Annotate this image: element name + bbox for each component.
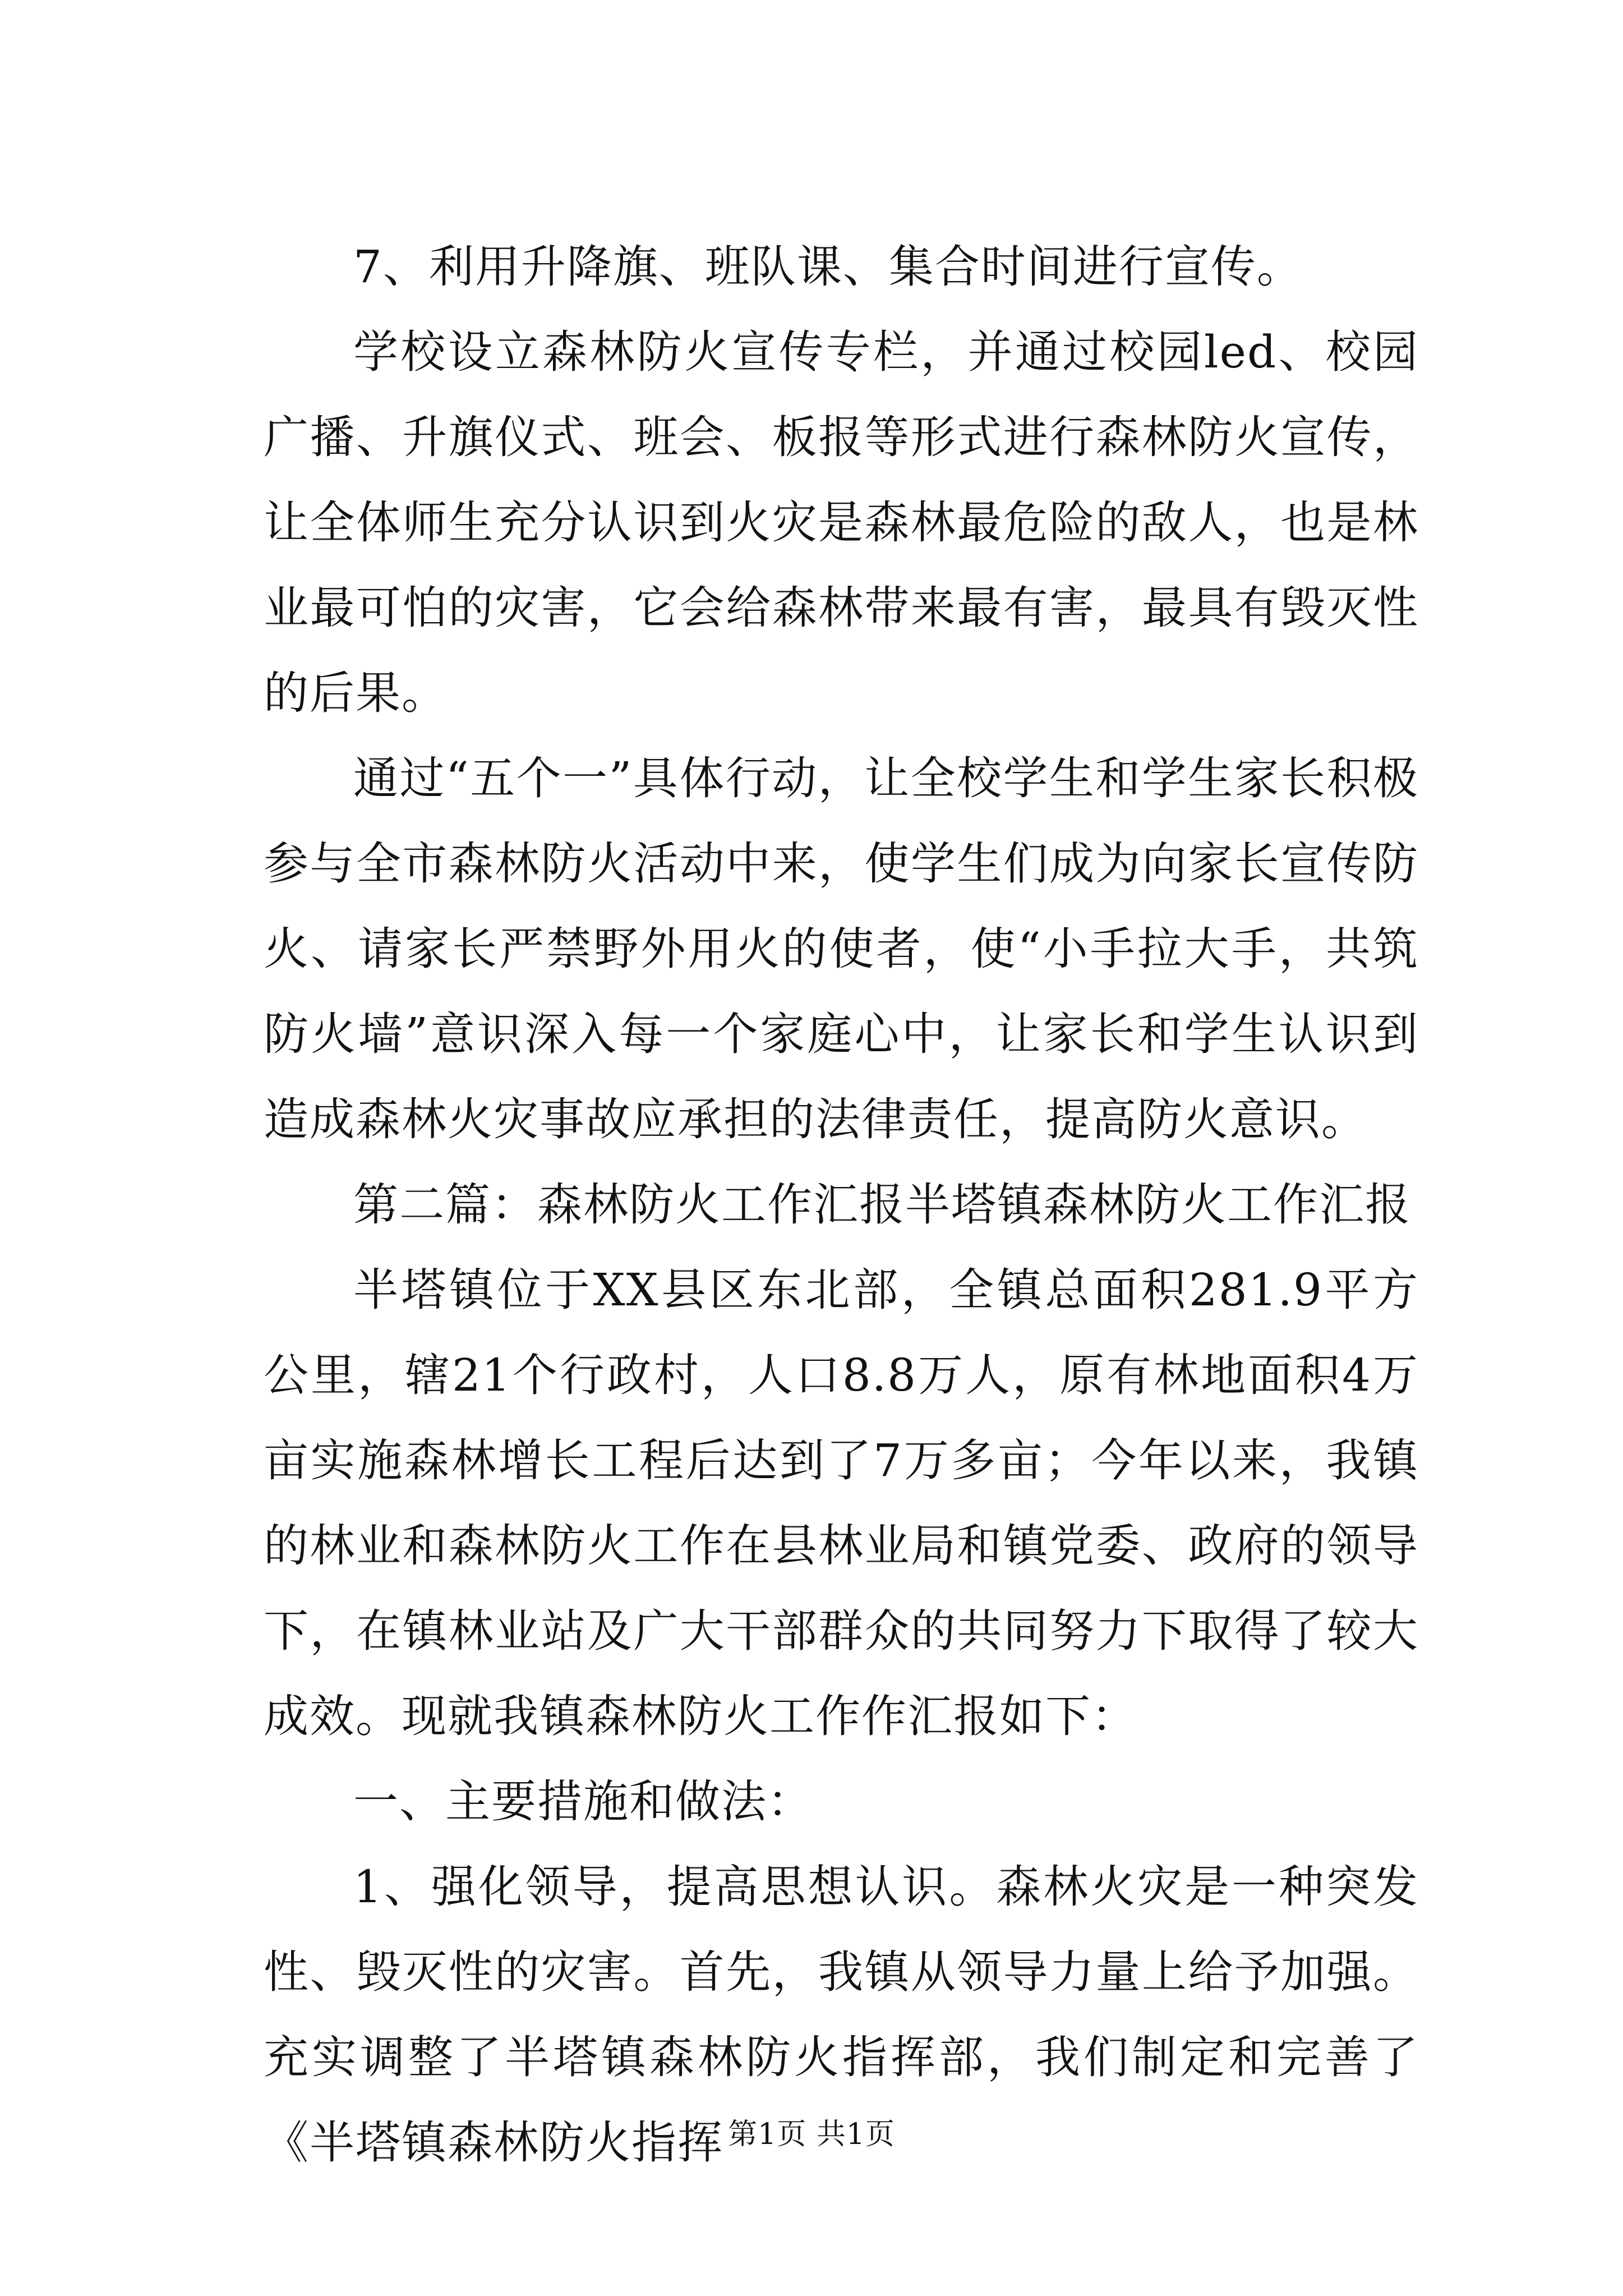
paragraph-town-overview: 半塔镇位于XX县区东北部，全镇总面积281.9平方公里，辖21个行政村，人口8.8万人，原有林地面积4万亩实施森林增长工程后达到了7万多亩；今年以来，我镇的林业和森林防火工作在县林业局和镇党委、政府的领导下，在镇林业站及广大干部群众的共同努力下取得了较大成效。现就我镇森林防火工作作汇报如下： <box>264 1264 1419 1742</box>
heading-main-measures: 一、主要措施和做法： <box>353 1775 813 1828</box>
paragraph-strengthen-leadership: 1、强化领导，提高思想认识。森林火灾是一种突发性、毁灭性的灾害。首先，我镇从领导力量上给予加强。充实调整了半塔镇森林防火指挥部，我们制定和完善了《半塔镇森林防火指挥 <box>264 1861 1419 2169</box>
paragraph-five-ones-action: 通过“五个一”具体行动，让全校学生和学生家长积极参与全市森林防火活动中来，使学生们成为向家长宣传防火、请家长严禁野外用火的使者，使“小手拉大手，共筑防火墙”意识深入每一个家庭心中，让家长和学生认识到造成森林火灾事故应承担的法律责任，提高防火意识。 <box>264 752 1419 1145</box>
document-body <box>264 224 1419 2185</box>
section-title-second-article: 第二篇：森林防火工作汇报半塔镇森林防火工作汇报 <box>353 1179 1411 1231</box>
paragraph-school-publicity: 学校设立森林防火宣传专栏，并通过校园led、校园广播、升旗仪式、班会、板报等形式进行森林防火宣传，让全体师生充分认识到火灾是森林最危险的敌人，也是林业最可怕的灾害，它会给森林带来最有害，最具有毁灭性的后果。 <box>264 326 1419 719</box>
paragraph-publicity-item-7: 7、利用升降旗、班队课、集合时间进行宣传。 <box>353 241 1303 293</box>
page-number-footer: 第1页 共1页 <box>728 2118 895 2151</box>
